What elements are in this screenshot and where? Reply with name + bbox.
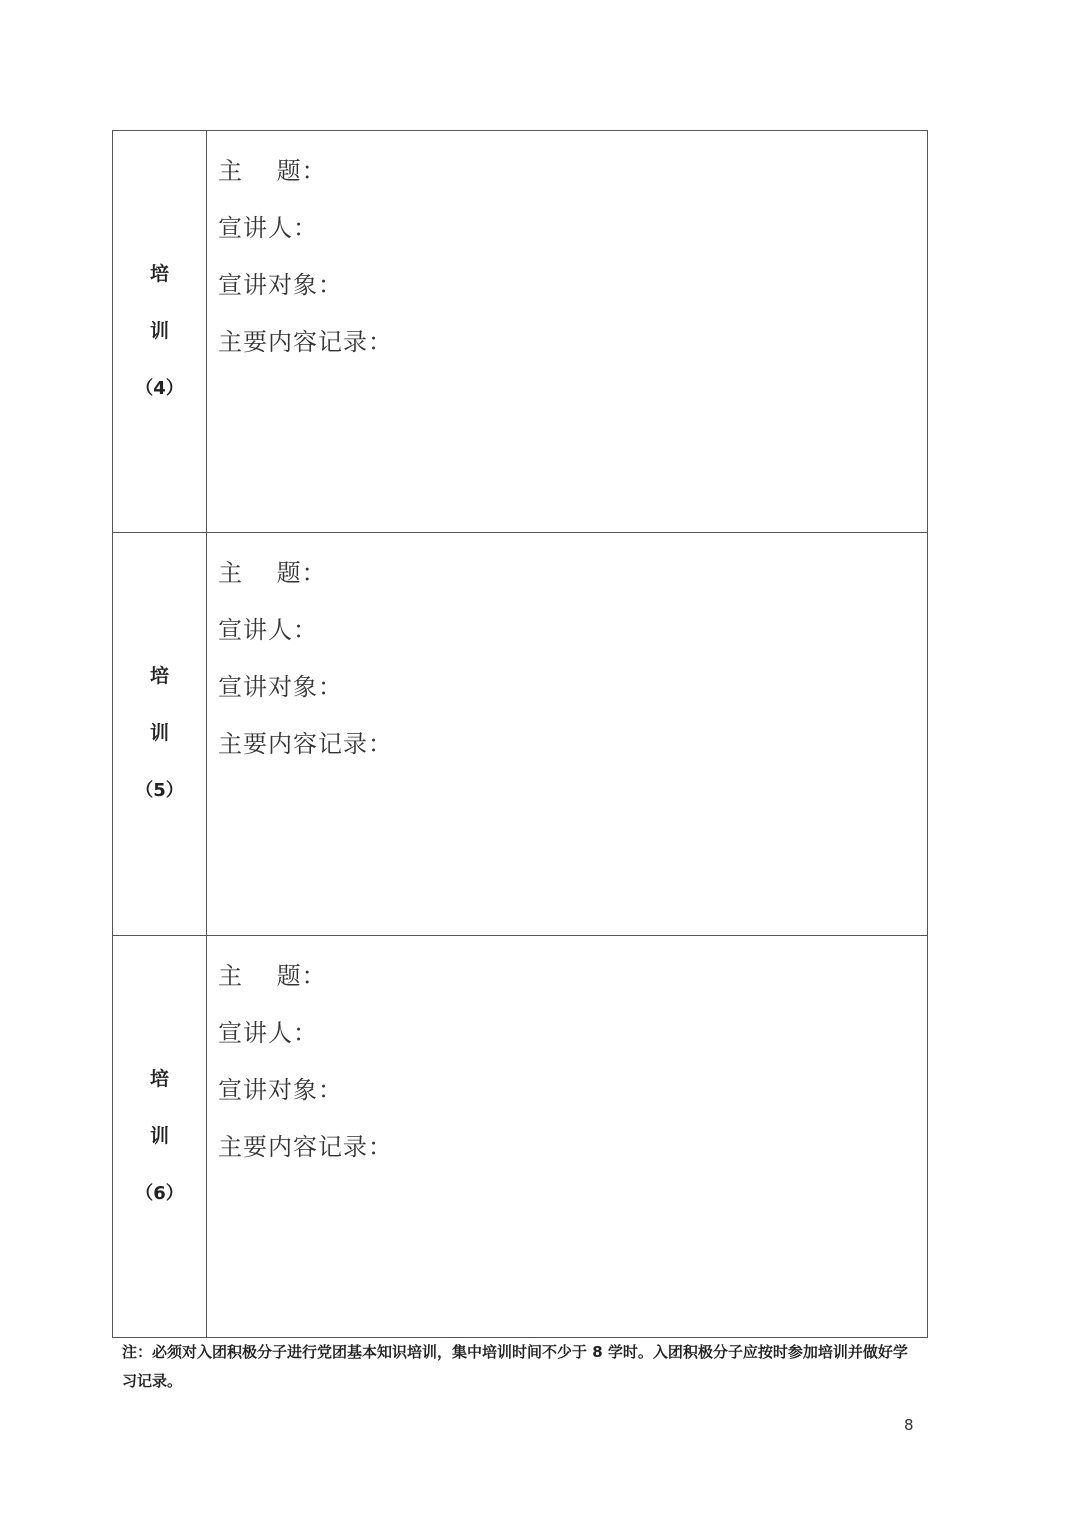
section-number: （4） <box>135 378 184 400</box>
training-section-5 <box>113 533 928 935</box>
label-char-pei: 培 <box>149 1067 169 1090</box>
section-label-cell <box>113 131 207 533</box>
label-char-xun: 训 <box>149 320 169 343</box>
content-record-field[interactable]: 主要内容记录： <box>218 1132 393 1161</box>
section-number: （6） <box>135 1182 184 1204</box>
audience-field[interactable]: 宣讲对象： <box>218 673 343 702</box>
topic-field[interactable]: 主 题： <box>218 961 327 990</box>
section-number: （5） <box>135 780 184 802</box>
section-label-cell <box>113 533 207 935</box>
section-content-cell[interactable] <box>207 533 928 935</box>
label-char-xun: 训 <box>149 1124 169 1147</box>
label-char-pei: 培 <box>149 665 169 688</box>
training-section-6 <box>113 935 928 1337</box>
audience-field[interactable]: 宣讲对象： <box>218 271 343 299</box>
topic-field[interactable]: 主 题： <box>218 559 327 588</box>
label-char-pei: 培 <box>149 263 169 286</box>
content-record-field[interactable]: 主要内容记录： <box>218 730 393 759</box>
topic-field[interactable]: 主 题： <box>218 157 327 185</box>
label-char-xun: 训 <box>149 722 169 745</box>
section-content-cell[interactable] <box>207 935 928 1337</box>
section-content-cell[interactable] <box>207 131 928 533</box>
speaker-field[interactable]: 宣讲人： <box>218 616 318 645</box>
training-section-4 <box>113 131 928 533</box>
training-record-table <box>112 130 928 1338</box>
content-record-field[interactable]: 主要内容记录： <box>218 328 393 356</box>
speaker-field[interactable]: 宣讲人： <box>218 214 318 242</box>
speaker-field[interactable]: 宣讲人： <box>218 1018 318 1047</box>
footnote: 注：必须对入团积极分子进行党团基本知识培训，集中培训时间不少于 8 学时。入团积极分子应按时参加培训并做好学习记录。 <box>122 1343 908 1390</box>
audience-field[interactable]: 宣讲对象： <box>218 1075 343 1104</box>
page-number: 8 <box>904 1416 914 1434</box>
section-label-cell <box>113 935 207 1337</box>
